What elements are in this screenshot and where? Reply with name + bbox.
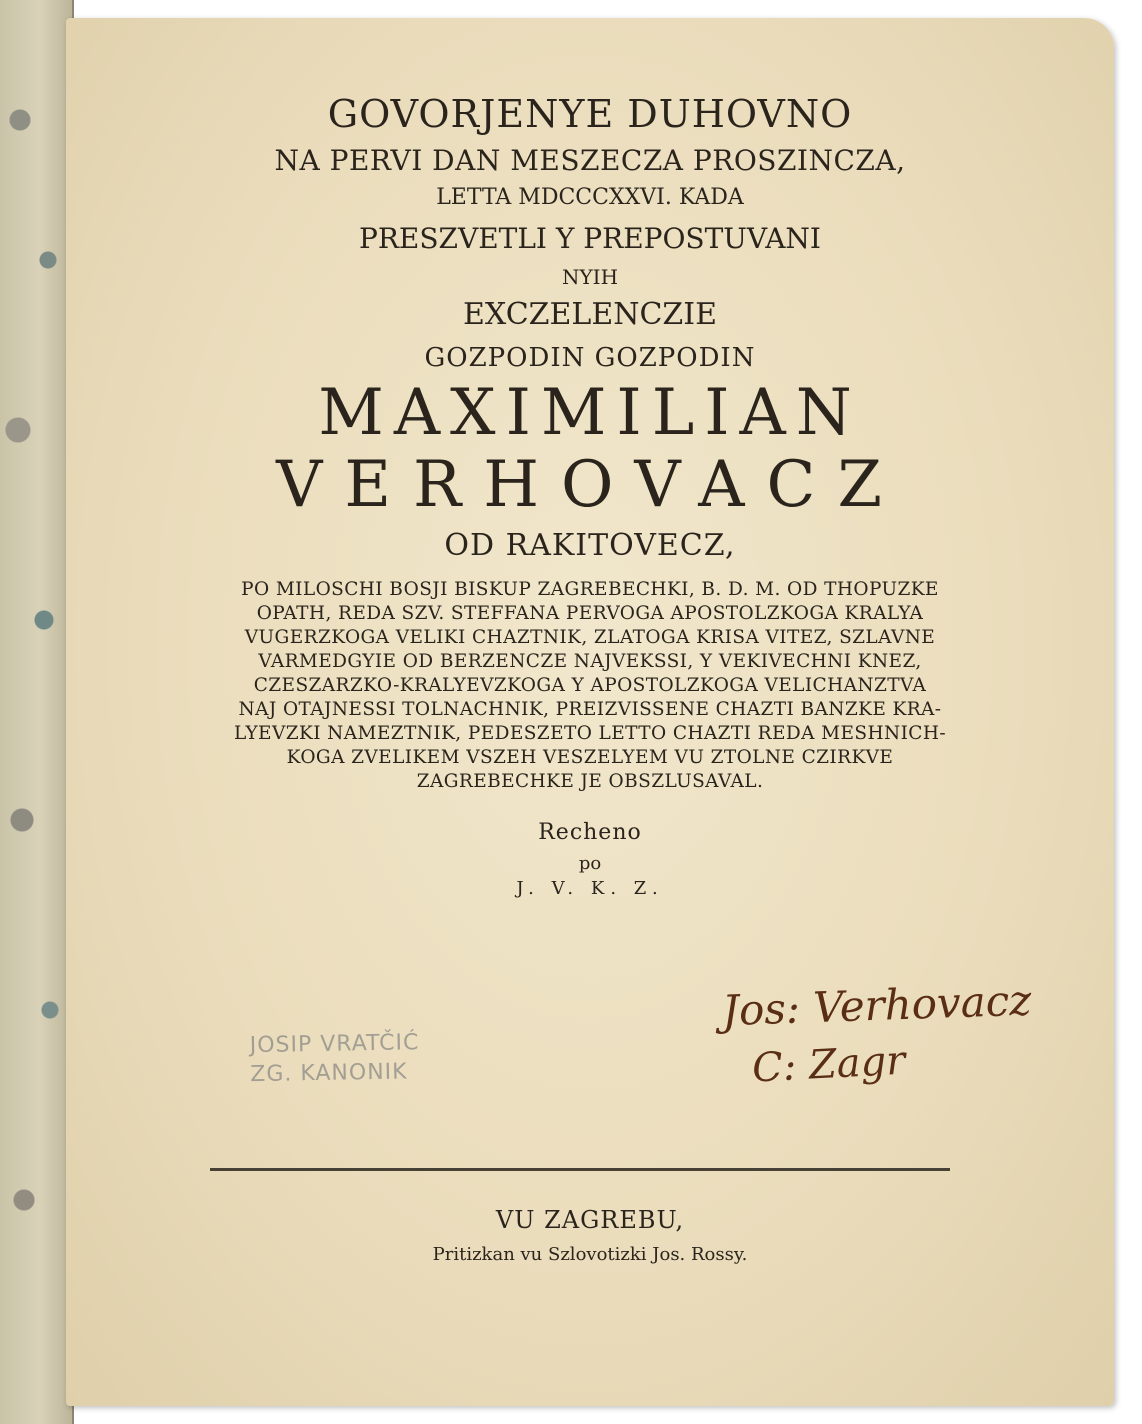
title-line-rakitovecz: OD RAKITOVECZ, — [444, 527, 736, 563]
po-label: po — [578, 852, 602, 874]
marbled-board-edge — [0, 0, 74, 1424]
title-line-3: LETTA MDCCCXXVI. KADA — [436, 185, 744, 211]
imprint-press: Pritizkan vu Szlovotizki Jos. Rossy. — [432, 1244, 748, 1265]
body-line-4: VARMEDGYIE OD BERZENCZE NAJVEKSSI, Y VEKIVECHNI KNEZ, — [258, 650, 922, 672]
body-line-3: VUGERZKOGA VELIKI CHAZTNIK, ZLATOGA KRISA VITEZ, SZLAVNE — [244, 626, 936, 648]
title-line-2: NA PERVI DAN MESZECZA PROSZINCZA, — [274, 143, 906, 177]
pencil-annotation — [250, 1028, 501, 1090]
title-line-4: PRESZVETLI Y PREPOSTUVANI — [359, 221, 821, 255]
handwritten-signature — [721, 975, 1082, 1092]
pencil-line-2: ZG. KANONIK — [250, 1059, 408, 1087]
title-line-1: GOVORJENYE DUHOVNO — [327, 92, 853, 136]
body-line-1: PO MILOSCHI BOSJI BISKUP ZAGREBECHKI, B. D. M. OD THOPUZKE — [241, 578, 939, 600]
recheno-label: Recheno — [538, 820, 642, 846]
pencil-line-1: JOSIP VRATČIĆ — [249, 1030, 420, 1059]
body-line-2: OPATH, REDA SZV. STEFFANA PERVOGA APOSTOLZKOGA KRALYA — [256, 602, 924, 624]
name-line-maximilian: MAXIMILIAN — [318, 376, 862, 451]
dedication-paragraph — [150, 578, 1030, 794]
body-line-9: ZAGREBECHKE JE OBSZLUSAVAL. — [416, 771, 764, 793]
body-line-6: NAJ OTAJNESSI TOLNACHNIK, PREIZVISSENE CHAZTI BANZKE KRA- — [238, 698, 942, 720]
body-line-8: KOGA ZVELIKEM VSZEH VESZELYEM VU ZTOLNE CZIRKVE — [286, 747, 894, 769]
title-line-5: NYIH — [561, 265, 619, 290]
imprint-divider-rule — [210, 1168, 950, 1171]
imprint-city: VU ZAGREBU, — [495, 1206, 685, 1234]
title-line-6: EXCZELENCZIE — [462, 297, 718, 333]
signature-line-1: Jos: Verhovacz — [721, 975, 1033, 1036]
body-line-7: LYEVZKI NAMEZTNIK, PEDESZETO LETTO CHAZTI REDA MESHNICH- — [233, 722, 947, 744]
signature-line-2: C: Zagr — [751, 1037, 907, 1092]
author-initials: J. V. K. Z. — [516, 878, 664, 900]
body-line-5: CZESZARZKO-KRALYEVZKOGA Y APOSTOLZKOGA VELICHANZTVA — [253, 674, 927, 696]
title-block — [150, 92, 1030, 900]
imprint-block — [150, 1206, 1030, 1265]
name-line-verhovacz: VERHOVACZ — [276, 448, 904, 523]
title-line-7: GOZPODIN GOZPODIN — [424, 343, 756, 374]
